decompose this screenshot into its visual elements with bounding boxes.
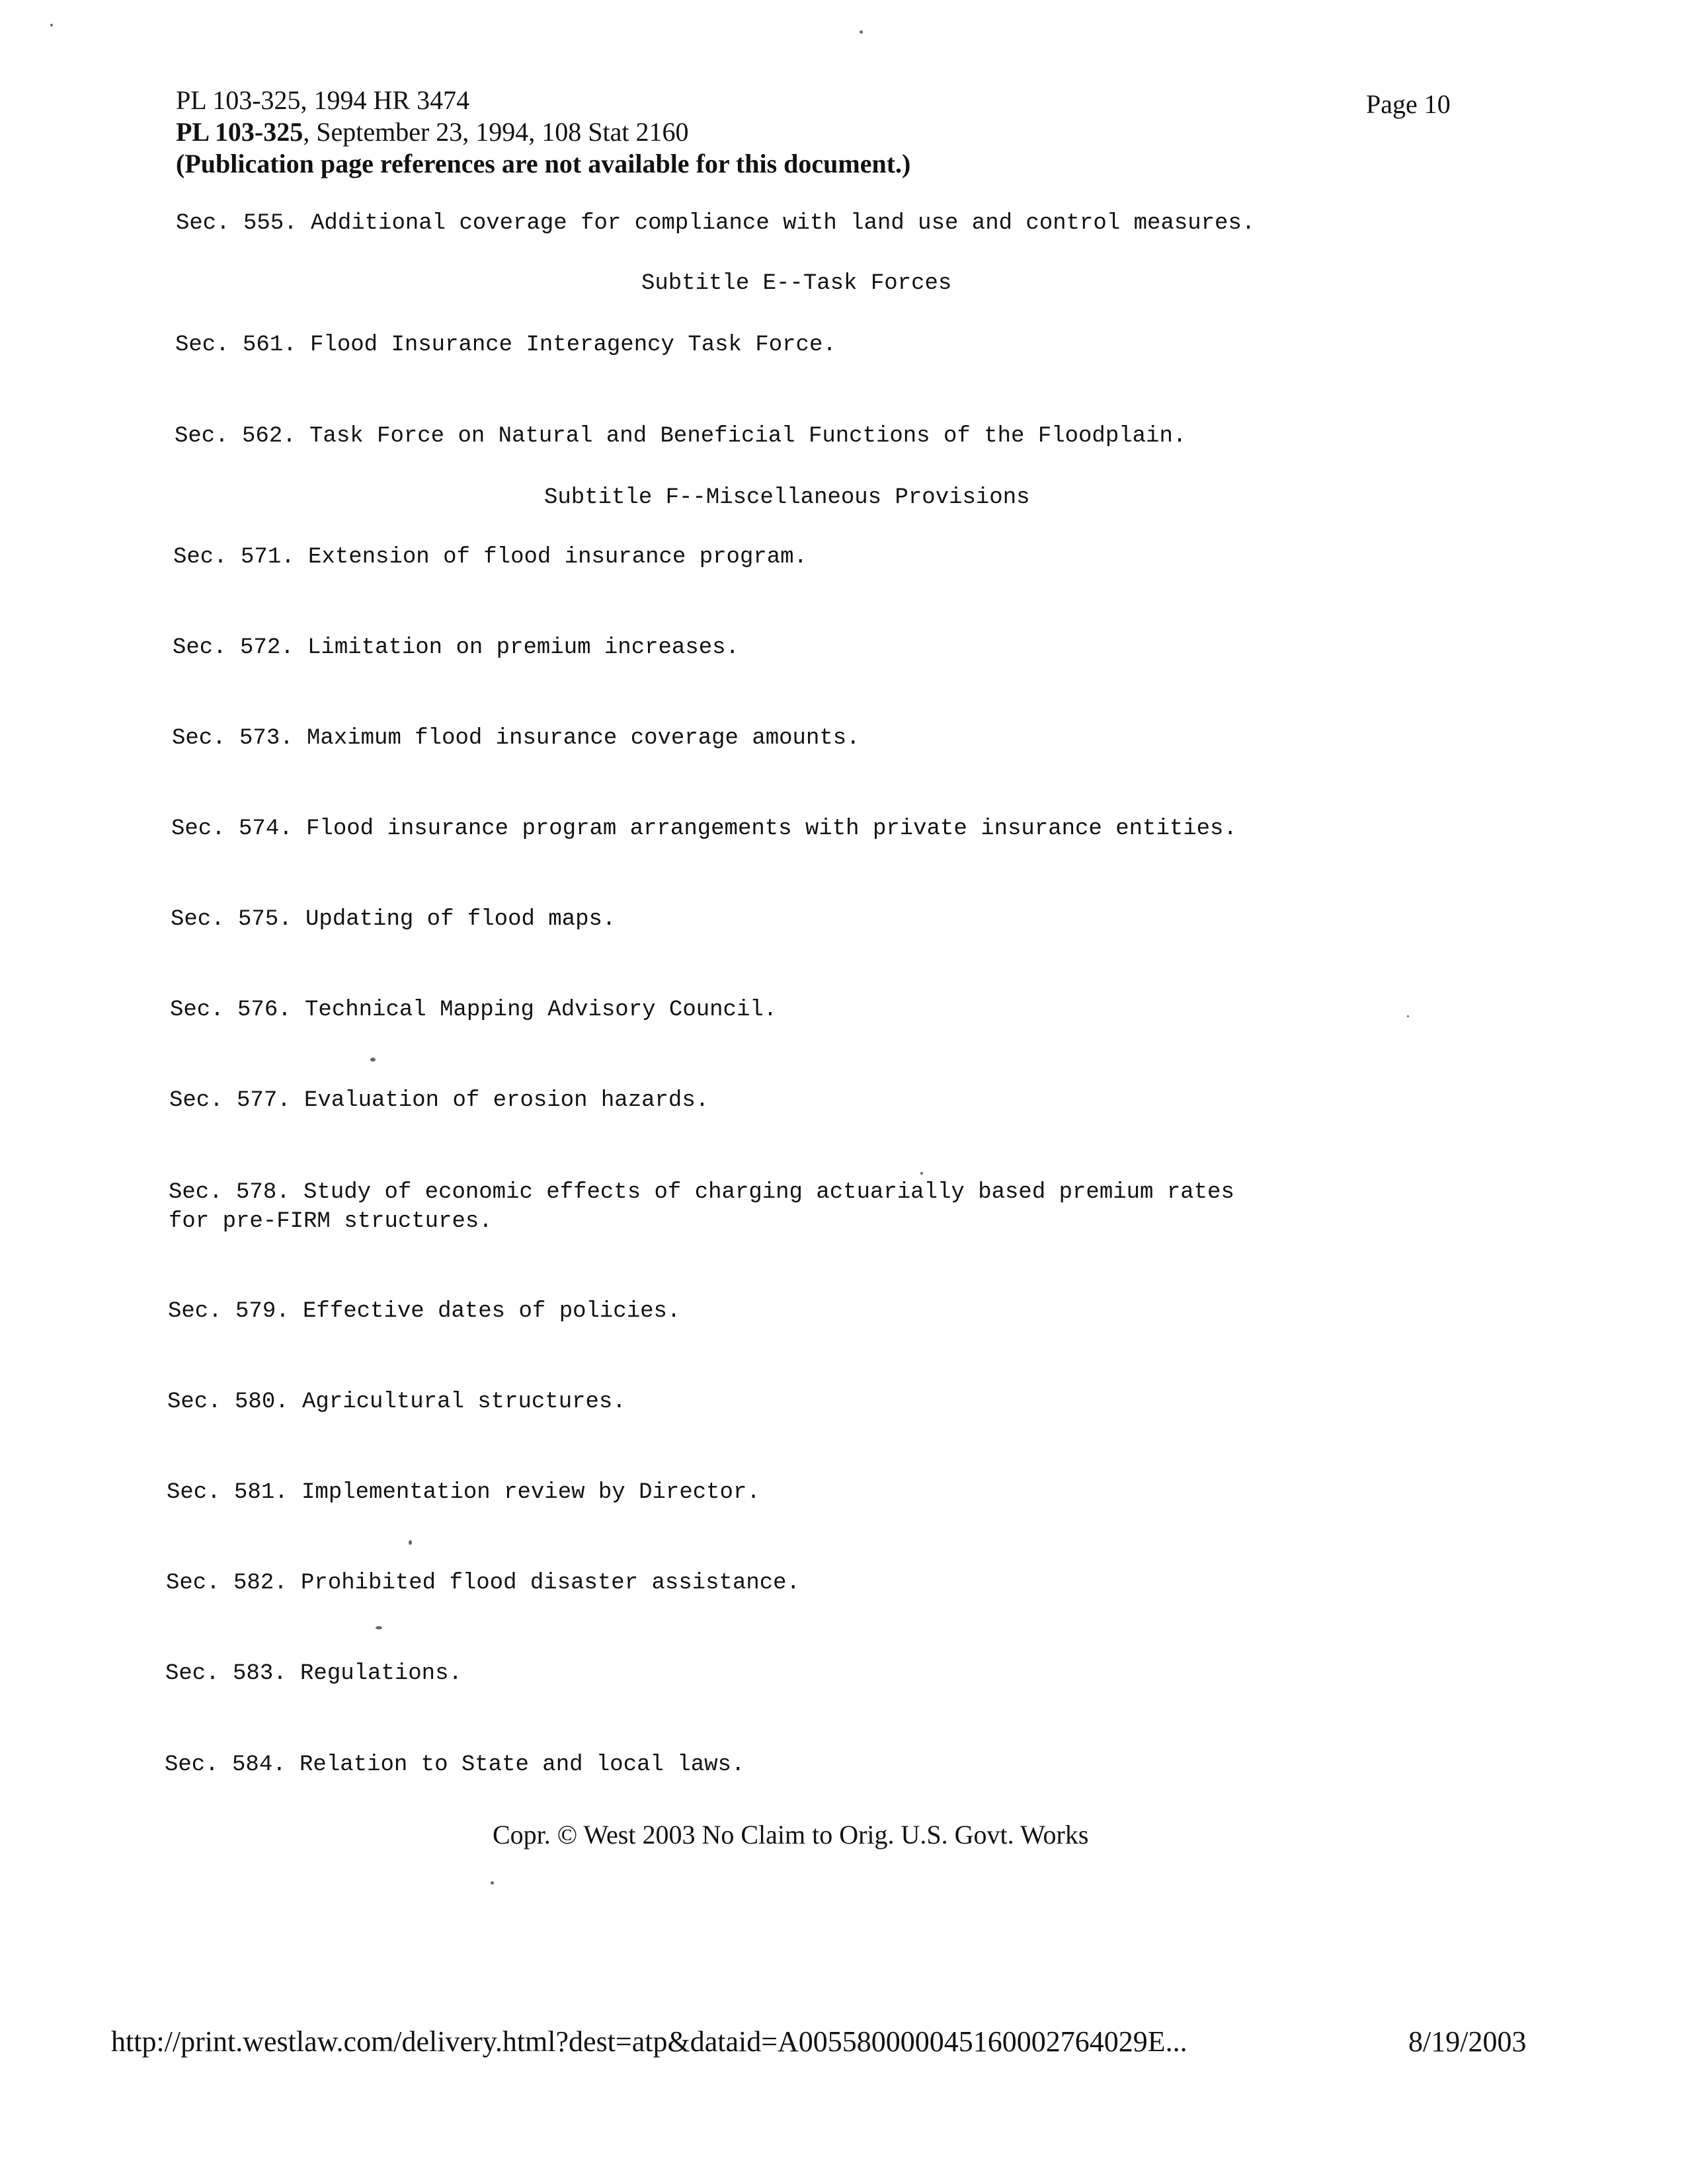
toc-sec-584: Sec. 584. Relation to State and local laws. — [165, 1752, 745, 1777]
toc-sec-576: Sec. 576. Technical Mapping Advisory Council. — [170, 997, 778, 1023]
print-date: 8/19/2003 — [1408, 2025, 1527, 2058]
page-number: Page 10 — [1366, 89, 1451, 119]
toc-sec-555: Sec. 555. Additional coverage for compliance with land use and control measures. — [176, 211, 1256, 236]
document-header — [176, 85, 910, 180]
toc-sec-571: Sec. 571. Extension of flood insurance program. — [173, 545, 807, 570]
toc-sec-578-line-1: Sec. 578. Study of economic effects of charging actuarially based premium rates — [169, 1180, 1234, 1205]
public-law-number: PL 103-325 — [176, 117, 303, 147]
scan-speck — [920, 1172, 923, 1175]
subtitle-f-heading: Subtitle F--Miscellaneous Provisions — [544, 485, 1030, 510]
toc-sec-574: Sec. 574. Flood insurance program arrangements with private insurance entities. — [171, 816, 1237, 841]
publication-note: (Publication page references are not available for this document.) — [176, 149, 911, 178]
citation-line-2 — [176, 116, 910, 148]
scan-speck — [370, 1058, 376, 1062]
scan-speck — [376, 1626, 382, 1629]
toc-sec-580: Sec. 580. Agricultural structures. — [167, 1389, 626, 1415]
statute-reference: , September 23, 1994, 108 Stat 2160 — [303, 117, 689, 147]
toc-sec-575: Sec. 575. Updating of flood maps. — [171, 907, 616, 932]
toc-sec-561: Sec. 561. Flood Insurance Interagency Task Force. — [175, 332, 836, 358]
citation-line-1: PL 103-325, 1994 HR 3474 — [176, 85, 470, 115]
toc-sec-581: Sec. 581. Implementation review by Director. — [167, 1480, 760, 1505]
toc-sec-572: Sec. 572. Limitation on premium increases. — [173, 635, 739, 660]
source-url[interactable]: http://print.westlaw.com/delivery.html?dest=atp&dataid=A005580000045160002764029E... — [111, 2025, 1187, 2058]
toc-sec-562: Sec. 562. Task Force on Natural and Beneficial Functions of the Floodplain. — [175, 424, 1187, 449]
toc-sec-577: Sec. 577. Evaluation of erosion hazards. — [169, 1088, 709, 1113]
toc-sec-573: Sec. 573. Maximum flood insurance coverage amounts. — [172, 726, 860, 751]
copyright-notice: Copr. © West 2003 No Claim to Orig. U.S. Govt. Works — [493, 1820, 1089, 1850]
scan-speck — [1407, 1015, 1409, 1017]
scan-speck — [50, 24, 53, 26]
scan-speck — [409, 1540, 412, 1545]
toc-sec-582: Sec. 582. Prohibited flood disaster assistance. — [166, 1571, 800, 1596]
scan-speck — [491, 1881, 494, 1885]
toc-sec-578-line-2: for pre-FIRM structures. — [169, 1209, 493, 1234]
toc-sec-579: Sec. 579. Effective dates of policies. — [168, 1299, 681, 1324]
scan-speck — [860, 30, 863, 34]
subtitle-e-heading: Subtitle E--Task Forces — [641, 271, 952, 296]
toc-sec-583: Sec. 583. Regulations. — [165, 1661, 462, 1686]
